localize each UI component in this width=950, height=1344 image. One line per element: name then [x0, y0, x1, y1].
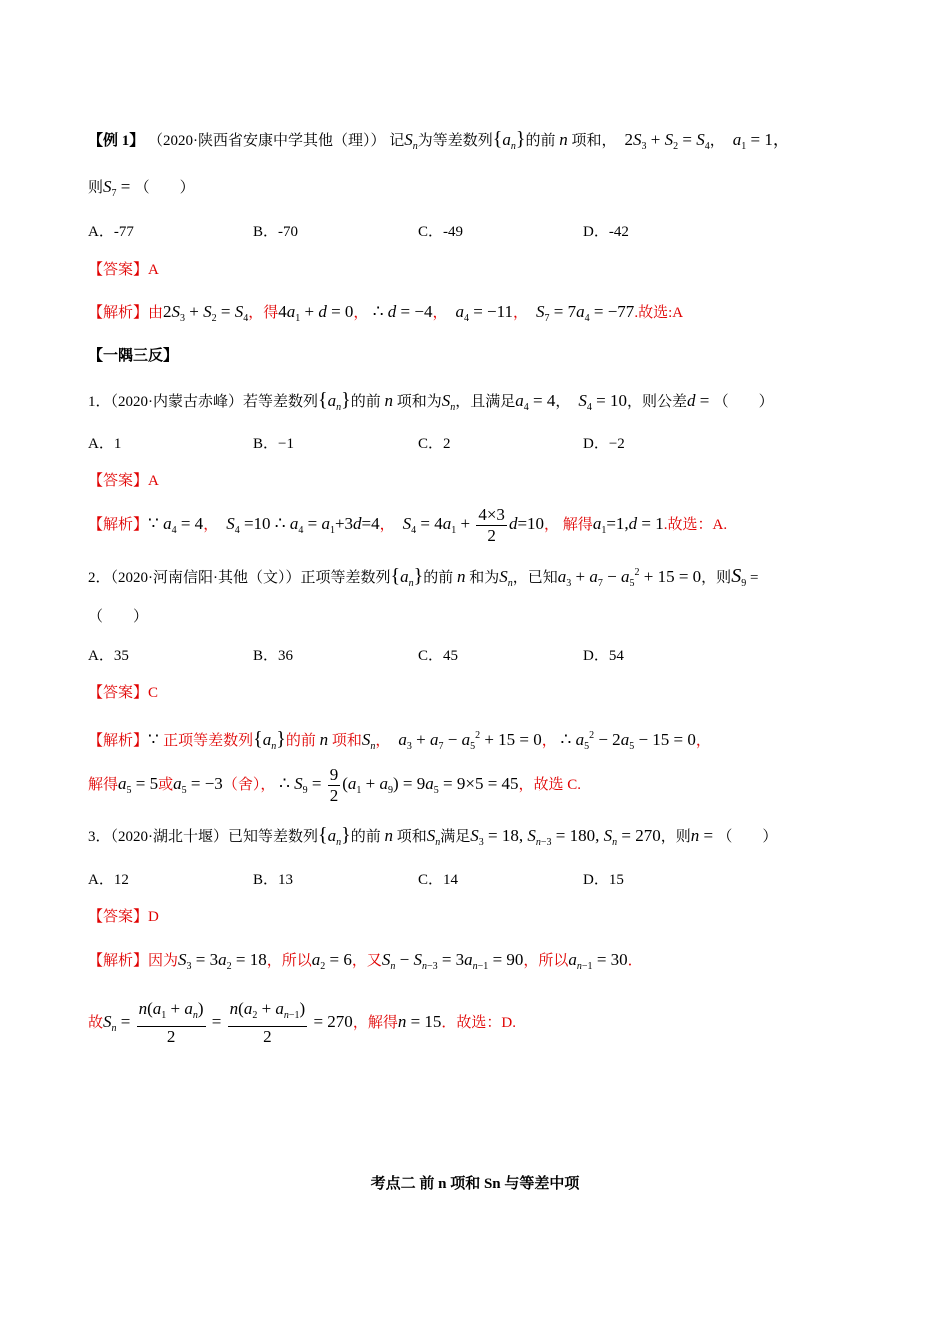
question-number: 3．	[88, 829, 111, 845]
example1-text: （ ）	[134, 180, 195, 196]
because-symbol: ∵	[148, 730, 164, 749]
q3-analysis: 【解析】因为$S_3 = 3a_2 = 18$，所以$a_2 = 6$，又$S_n - S_{n-3} = 3a_{n-1} = 90$，所以$a_{n-1} = 30$．	[88, 950, 643, 972]
question-text: 项和	[396, 829, 427, 845]
math-eq: ∵ $a_4 = 4$	[148, 514, 204, 536]
answer-value: D	[148, 909, 159, 925]
example1-stem: 【例 1】 （2020·陕西省安康中学其他（理）） 记$S_n$为等差数列$\{a_n\}$的前 n 项和， $2S_3 + S_2 = S_4$， $a_1 = 1$，	[88, 128, 790, 152]
math-seq: $\{a_n\}$	[253, 728, 286, 752]
q1-answer	[88, 469, 159, 493]
q2-analysis-2	[88, 760, 581, 815]
example1-tag: 【例 1】	[88, 133, 145, 149]
question-text: 的前	[423, 570, 454, 586]
analysis-text: ，	[353, 305, 369, 321]
answer-tag: 【答案】	[88, 262, 149, 278]
math-eq: n = 15	[397, 1012, 442, 1031]
question-text: 已知等差数列	[228, 829, 319, 845]
example1-stem-2	[88, 175, 195, 206]
option-b: B．36	[253, 648, 294, 664]
math-eq: $S_4 = 10$	[578, 391, 627, 413]
option-d: D．−2	[583, 436, 625, 452]
analysis-tag: 【解析】	[88, 733, 149, 749]
option-c: C．14	[418, 872, 459, 888]
q3-answer	[88, 905, 159, 929]
option-c: C．45	[418, 648, 459, 664]
math-eq: $a_5 = -3$	[173, 774, 223, 796]
q1-analysis: 【解析】∵ $a_4 = 4$， $S_4 =10$ ∴ $a_4 = a_1+3d=4$， $S_4 = 4a_1$ + $\frac{4\times 3}{2}$ d=10， 解得$a_1=1,d = 1$.故选：A.	[88, 504, 728, 545]
option-d: D．54	[583, 648, 624, 664]
math-eq: $a_3 + a_7 - a_5^2 + 15 = 0$	[398, 730, 542, 752]
example1-answer	[88, 258, 159, 282]
question-source: （2020·湖北十堰）	[110, 829, 229, 845]
option-a: A．1	[88, 436, 122, 452]
math-eq: $a_{n-1} = 30$	[568, 950, 628, 972]
option-a: A．-77	[88, 224, 134, 240]
analysis-text: ，所以	[523, 953, 569, 969]
analysis-text: ，解得	[352, 1015, 398, 1031]
example1-text: 记	[389, 133, 405, 149]
answer-value: A	[148, 473, 159, 489]
math-eq: $S_n$ = $\frac{n(a_1 + a_n)}{2}$ = $\frac{n(a_2 + a_{n-1})}{2}$ = 270	[103, 999, 353, 1047]
math-eq: $a_2 = 6$	[311, 950, 352, 972]
math-sn: $S_n$	[426, 826, 441, 848]
math-eq: d =	[687, 391, 714, 410]
option-b: B．13	[253, 872, 294, 888]
q3-stem: 3．（2020·湖北十堰）已知等差数列$\{a_n\}$的前 n 项和$S_n$满足$S_3 = 18$, $S_{n-3} = 180$, $S_n = 270$，则n = （ ）	[88, 824, 778, 848]
answer-value: A	[148, 262, 159, 278]
question-text: 满足	[440, 829, 471, 845]
math-eq: $2S_3 + S_2 = S_4$	[620, 130, 710, 152]
math-eq: $a_3 + a_7 - a_5^2 + 15 = 0$	[557, 567, 702, 589]
question-text: （ ）	[717, 829, 778, 845]
question-text: ，且满足	[455, 394, 516, 410]
math-eq: $a_1=1,d = 1$	[592, 514, 664, 536]
option-b: B．−1	[253, 436, 294, 452]
analysis-text: ，得	[248, 305, 279, 321]
answer-tag: 【答案】	[88, 473, 149, 489]
option-d: D．15	[583, 872, 624, 888]
analysis-tag: 【解析】	[88, 305, 149, 321]
question-text: 正项等差数列	[300, 570, 391, 586]
analysis-text: ，所以	[266, 953, 312, 969]
math-eq: $2S_3 + S_2 = S_4$	[163, 302, 249, 324]
math-eq: n =	[690, 826, 718, 845]
math-sn: $S_n$	[404, 130, 418, 152]
question-text: ，已知	[512, 570, 558, 586]
q2-analysis: 【解析】∵ 正项等差数列$\{a_n\}$的前 n 项和$S_n$， $a_3 + a_7 - a_5^2 + 15 = 0$， ∴ $a_5^2 - 2a_5 - 15 = 0$，	[88, 728, 711, 752]
example1-source: （2020·陕西省安康中学其他（理））	[148, 133, 386, 149]
q1-stem: 1．（2020·内蒙古赤峰）若等差数列$\{a_n\}$的前 n 项和为$S_n$，且满足$a_4 = 4$， $S_4 = 10$，则公差d = （ ）	[88, 389, 774, 413]
math-sn: $S_9$	[731, 565, 747, 589]
question-text: 项和为	[396, 394, 442, 410]
math-sn: $S_n$	[499, 567, 513, 589]
analysis-tag: 【解析】	[88, 517, 149, 533]
analysis-text: ，又	[351, 953, 382, 969]
analysis-text: （舍），	[222, 777, 276, 793]
question-text: ，则	[701, 570, 732, 586]
analysis-text: 解得	[88, 777, 119, 793]
example1-text: 的前	[525, 133, 556, 149]
fraction: $\frac{n(a_1 + a_n)}{2}$	[138, 999, 204, 1047]
option-a: A．35	[88, 648, 129, 664]
fraction: $\frac{4\times 3}{2}$	[478, 504, 505, 545]
math-eq: $S_4 =10$ ∴ $a_4 = a_1+3d=4$	[226, 514, 380, 536]
question-text: 的前	[350, 394, 381, 410]
question-text: 若等差数列	[243, 394, 319, 410]
analysis-text: 由	[148, 305, 164, 321]
analysis-text: 解得	[562, 517, 593, 533]
analysis-text: 因为	[148, 953, 179, 969]
math-eq: $4a_1 + d = 0$	[278, 302, 354, 324]
math-eq: ∴ d = −4	[368, 302, 433, 321]
question-text: ，则	[660, 829, 691, 845]
question-number: 2．	[88, 570, 111, 586]
math-eq: $a_4 = -11$	[455, 302, 514, 324]
math-eq: $S_4 = 4a_1$ + $\frac{4\times 3}{2}$ d=10	[402, 504, 545, 545]
question-text: 和为	[469, 570, 500, 586]
math-seq: $\{a_n\}$	[318, 389, 351, 413]
math-seq: $\{a_n\}$	[390, 565, 424, 589]
analysis-text: 故	[88, 1015, 104, 1031]
math-sn: $S_n$	[441, 391, 456, 413]
math-eq: $S_3 = 18$, $S_{n-3} = 180$, $S_n = 270$	[470, 826, 661, 848]
answer-tag: 【答案】	[88, 909, 149, 925]
answer-tag: 【答案】	[88, 685, 149, 701]
analysis-text: .故选：A.	[663, 517, 728, 533]
math-eq: ∴ $S_9$ = $\frac{9}{2}$ $(a_1 + a_9) = 9a_5 = 9\times 5 = 45$	[279, 764, 519, 805]
option-c: C．2	[418, 436, 451, 452]
question-text: （ ）	[713, 394, 774, 410]
fraction: $\frac{n(a_2 + a_{n-1})}{2}$	[229, 999, 306, 1047]
question-text: 的前	[350, 829, 381, 845]
question-number: 1．	[88, 394, 111, 410]
analysis-text: ．故选：D.	[441, 1015, 517, 1031]
example1-analysis: 【解析】由$2S_3 + S_2 = S_4$，得$4a_1 + d = 0$， ∴ d = −4， $a_4 = -11$， $S_7 = 7a_4 = -77$.故选:A	[88, 302, 684, 324]
q3-analysis-2	[88, 998, 516, 1053]
math-eq: $S_7$ =	[103, 177, 135, 199]
math-seq: $\{a_n\}$	[492, 128, 526, 152]
section-heading-text: 考点二 前 n 项和 Sn 与等差中项	[370, 1176, 580, 1192]
option-d: D．-42	[583, 224, 629, 240]
analysis-tag: 【解析】	[88, 953, 149, 969]
answer-value: C	[148, 685, 159, 701]
analysis-text: 项和	[331, 733, 362, 749]
q2-answer	[88, 681, 158, 705]
math-eq: $S_3 = 3a_2 = 18$	[178, 950, 267, 972]
math-eq: $a_4 = 4$	[515, 391, 556, 413]
analysis-text: ，故选 C.	[518, 777, 582, 793]
analysis-text: 的前	[285, 733, 316, 749]
question-source: （2020·内蒙古赤峰）	[110, 394, 244, 410]
q2-stem-2: （ ）	[88, 609, 149, 625]
math-seq: $\{a_n\}$	[318, 824, 351, 848]
example1-text: ，	[709, 133, 725, 149]
question-text: ，则公差	[627, 394, 688, 410]
section-title: 【一隅三反】	[88, 348, 179, 364]
section-heading	[0, 1172, 950, 1196]
option-c: C．-49	[418, 224, 464, 240]
fraction: $\frac{9}{2}$	[329, 764, 339, 805]
q2-stem: 2．（2020·河南信阳·其他（文））正项等差数列$\{a_n\}$的前 n 和为$S_n$，已知$a_3 + a_7 - a_5^2 + 15 = 0$，则$S_9$ =	[88, 565, 759, 589]
analysis-text: 或	[158, 777, 174, 793]
math-eq: ∴ $a_5^2 - 2a_5 - 15 = 0$	[560, 730, 696, 752]
math-eq: $S_n - S_{n-3} = 3a_{n-1} = 90$	[381, 950, 524, 972]
analysis-text: .故选:A	[634, 305, 684, 321]
math-eq: $a_5 = 5$	[118, 774, 159, 796]
question-source: （2020·河南信阳·其他（文））	[110, 570, 301, 586]
example1-text: 则	[88, 180, 104, 196]
option-b: B．-70	[253, 224, 299, 240]
math-eq: $a_1 = 1$，	[732, 130, 790, 152]
math-sn: $S_n$	[361, 730, 376, 752]
analysis-text: 正项等差数列	[163, 733, 254, 749]
math-eq: $S_7 = 7a_4 = -77$	[536, 302, 635, 324]
example1-text: 为等差数列	[417, 133, 493, 149]
option-a: A．12	[88, 872, 129, 888]
example1-text: 项和，	[571, 133, 617, 149]
